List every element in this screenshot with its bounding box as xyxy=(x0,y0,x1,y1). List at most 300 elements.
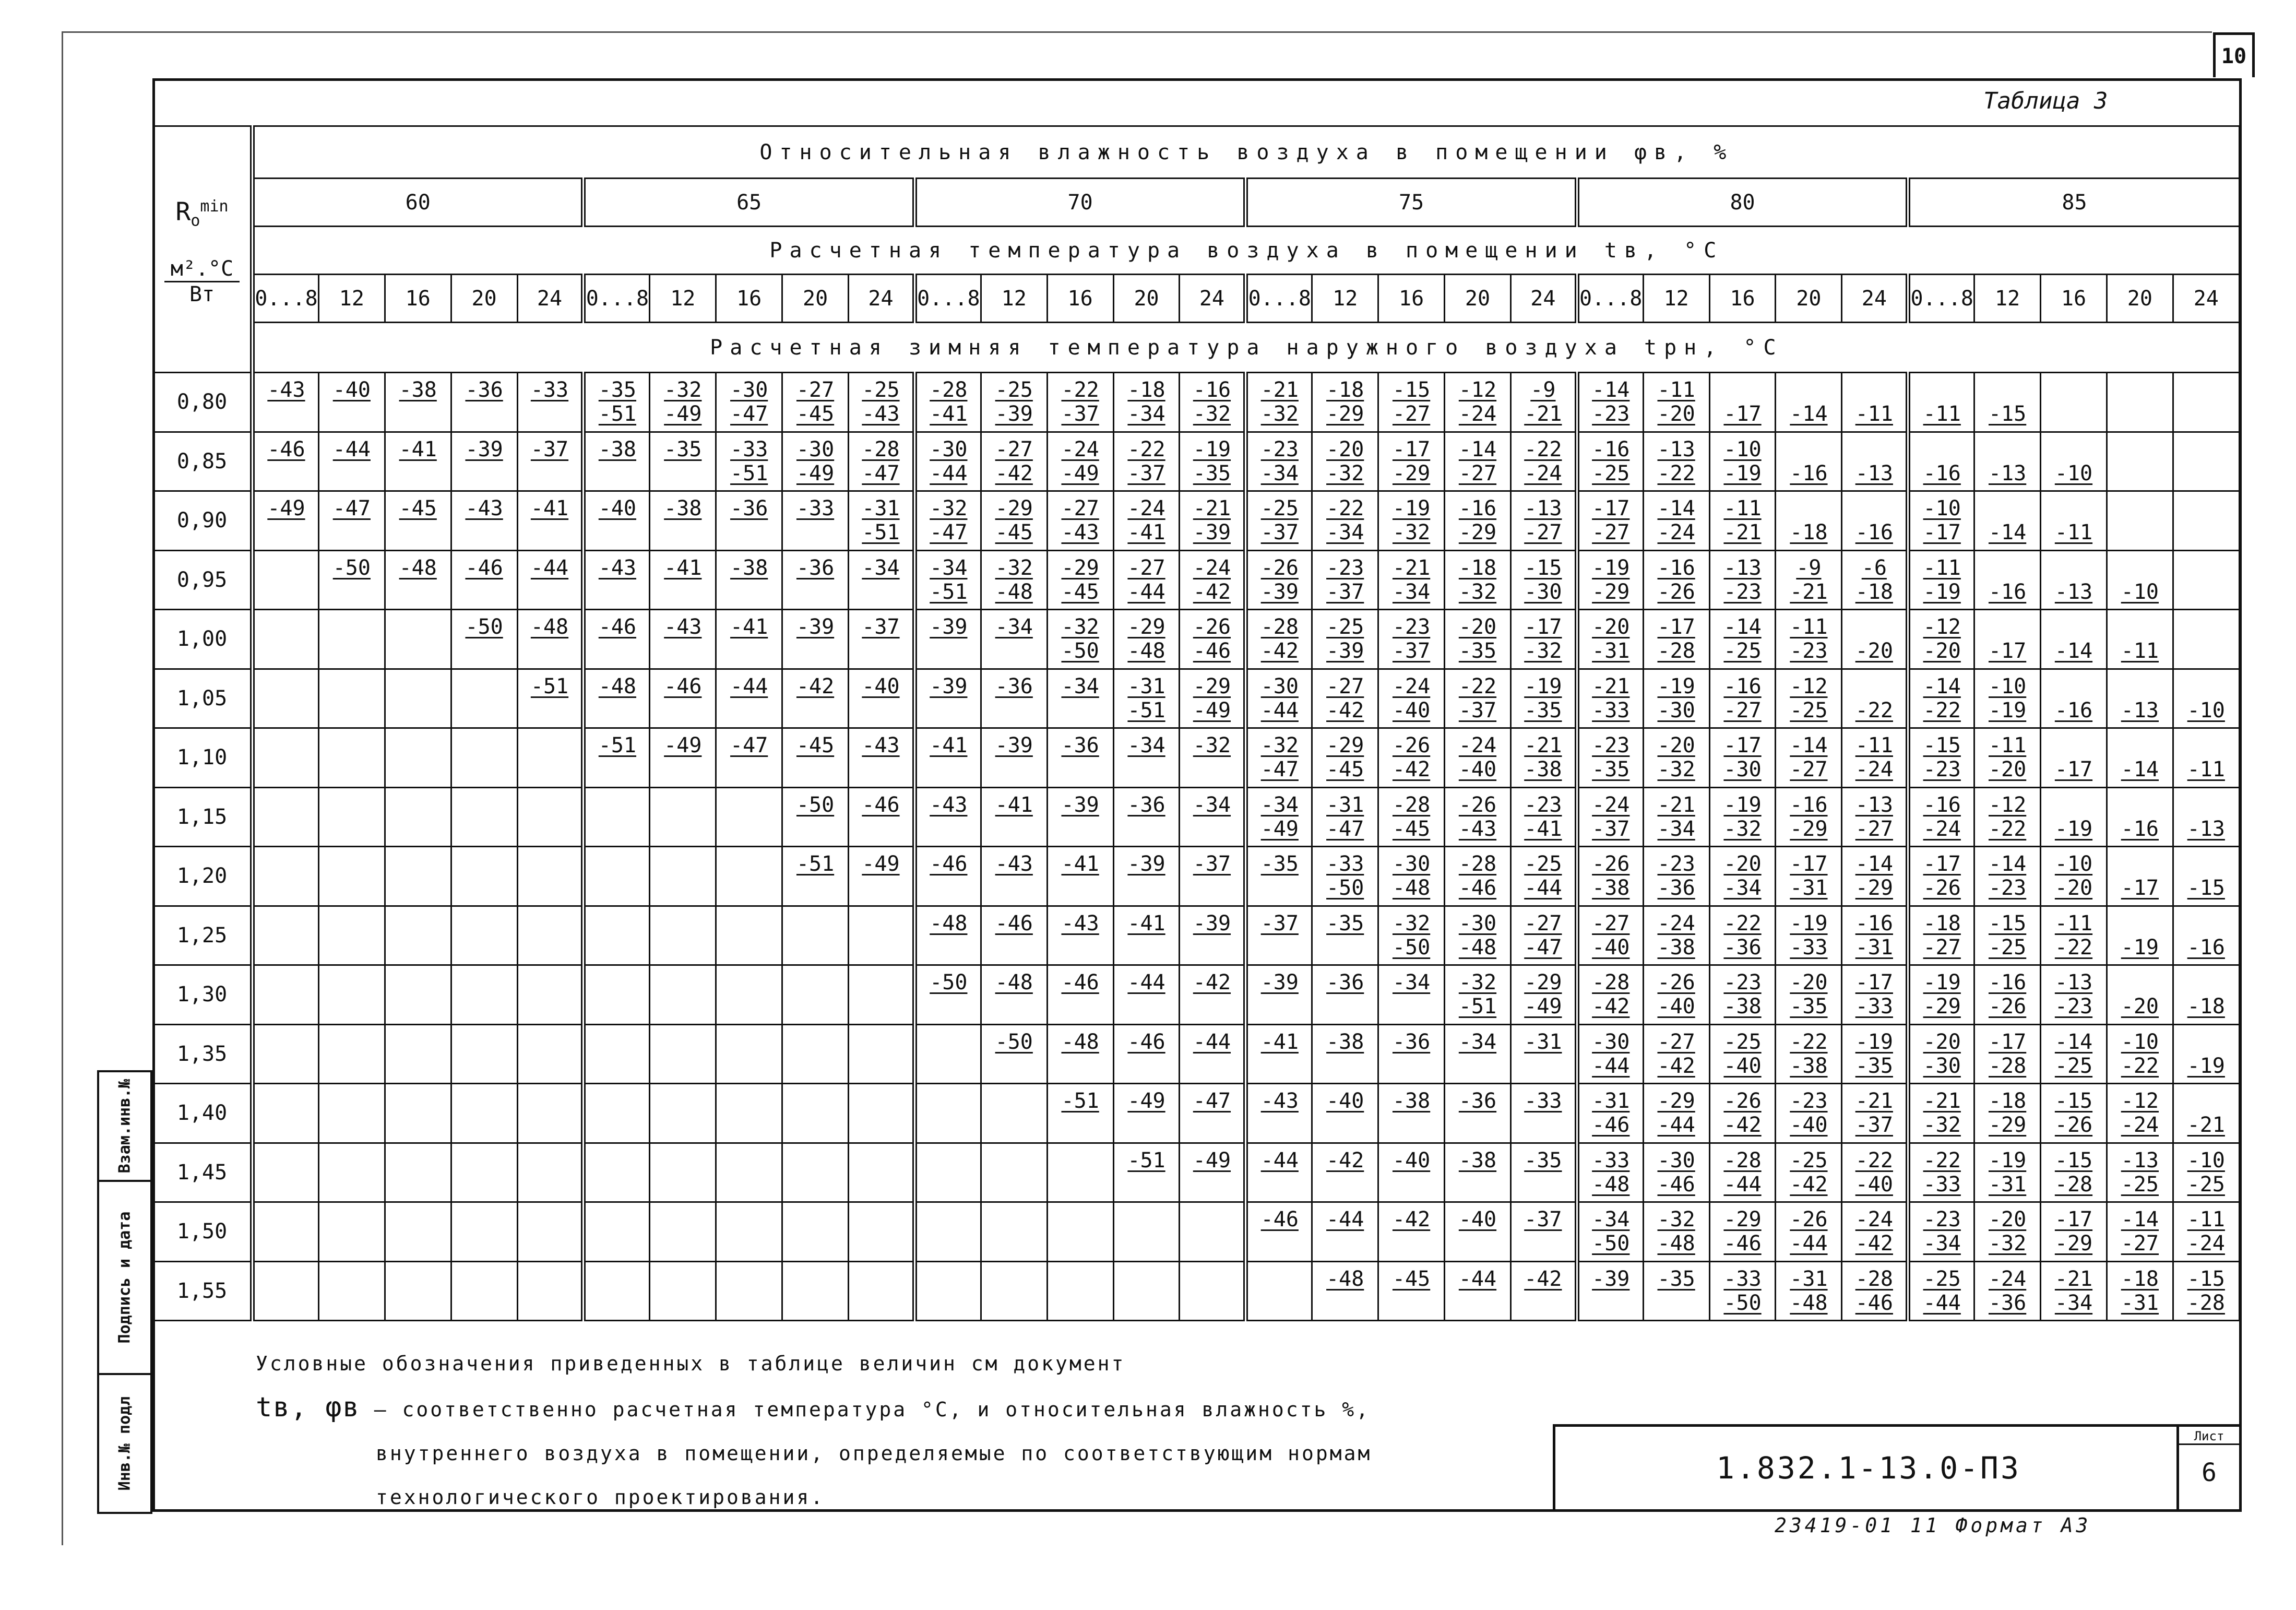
cell-value-lower xyxy=(982,1291,1046,1315)
cell-value-lower: -42 xyxy=(1326,698,1364,723)
notes xyxy=(256,1342,1561,1519)
table-cell xyxy=(782,669,849,728)
cell-value-upper: -46 xyxy=(465,555,503,580)
table-cell xyxy=(1974,1261,2041,1321)
cell-value-lower xyxy=(650,995,715,1019)
table-cell xyxy=(318,610,385,669)
cell-value-lower xyxy=(917,936,980,960)
table-cell xyxy=(2107,728,2173,788)
cell-value-upper: -20 xyxy=(1988,1208,2027,1232)
table-cell xyxy=(1180,1143,1246,1202)
table-cell xyxy=(1577,1202,1643,1262)
cell-value-lower xyxy=(917,876,980,900)
table-cell xyxy=(1577,610,1643,669)
table-cell xyxy=(385,491,451,551)
table-cell xyxy=(1047,373,1113,432)
cell-value-upper: -29 xyxy=(995,496,1033,521)
table-cell xyxy=(981,1202,1047,1262)
cell-value-lower xyxy=(1445,1291,1510,1315)
table-cell xyxy=(1047,1143,1113,1202)
cell-value-lower: -29 xyxy=(1458,520,1497,545)
cell-value-upper: -34 xyxy=(1392,970,1431,995)
indoor-temp-col: 20 xyxy=(1445,275,1511,323)
cell-value-lower: -50 xyxy=(1326,876,1364,901)
cell-value-lower: -44 xyxy=(1127,579,1165,604)
cell-value-upper: -46 xyxy=(267,437,305,461)
table-cell xyxy=(1643,847,1709,906)
cell-value-upper: -18 xyxy=(1988,1089,2027,1114)
table-cell xyxy=(584,728,650,788)
cell-value-lower: -16 xyxy=(1790,461,1828,486)
cell-value-lower: -37 xyxy=(1260,520,1299,545)
table-cell xyxy=(1577,787,1643,847)
table-cell xyxy=(849,847,915,906)
table-row xyxy=(153,491,2240,551)
cell-value-lower xyxy=(518,936,581,960)
cell-value-upper: -48 xyxy=(1061,1029,1099,1054)
cell-value-lower xyxy=(982,757,1046,782)
cell-value-upper: -22 xyxy=(1458,674,1497,699)
cell-value-upper xyxy=(452,733,517,757)
table-cell xyxy=(451,491,517,551)
table-cell xyxy=(782,1143,849,1202)
cell-value-upper xyxy=(982,1149,1046,1173)
resistance-value: 1,00 xyxy=(153,610,253,669)
cell-value-upper: -22 xyxy=(1127,437,1165,461)
cell-value-lower: -11 xyxy=(1923,402,1961,427)
cell-value-upper xyxy=(650,1267,715,1291)
cell-value-upper xyxy=(452,1149,517,1173)
cell-value-upper: -26 xyxy=(1723,1089,1762,1114)
cell-value-lower xyxy=(1048,1054,1113,1078)
cell-value-upper: -36 xyxy=(465,378,503,402)
cell-value-lower: -22 xyxy=(1855,698,1893,723)
table-cell xyxy=(981,1024,1047,1084)
indoor-temp-col: 20 xyxy=(2107,275,2173,323)
table-cell xyxy=(1113,728,1180,788)
table-row xyxy=(153,1143,2240,1202)
table-cell xyxy=(584,491,650,551)
cell-value-upper xyxy=(586,1149,649,1173)
cell-value-lower xyxy=(386,461,450,486)
table-cell xyxy=(1577,669,1643,728)
cell-value-lower xyxy=(1313,1173,1377,1197)
table-cell xyxy=(849,610,915,669)
cell-value-lower: -25 xyxy=(1723,639,1762,664)
table-cell xyxy=(253,1202,319,1262)
cell-value-upper: -28 xyxy=(1723,1148,1762,1173)
resistance-value: 0,85 xyxy=(153,432,253,491)
cell-value-lower xyxy=(1313,936,1377,960)
cell-value-lower: -32 xyxy=(1260,402,1299,427)
cell-value-lower: -32 xyxy=(1524,639,1562,664)
table-cell xyxy=(1113,906,1180,965)
cell-value-upper: -33 xyxy=(1326,852,1364,877)
cell-value-upper xyxy=(1842,496,1906,520)
cell-value-upper: -12 xyxy=(2121,1089,2159,1114)
rcol-unit-bottom: Вт xyxy=(189,282,215,306)
cell-value-upper xyxy=(2174,556,2239,580)
frame-left-line xyxy=(62,31,63,1545)
cell-value-upper: -19 xyxy=(1193,437,1231,461)
cell-value-lower xyxy=(452,699,517,723)
cell-value-lower: -38 xyxy=(1723,995,1762,1019)
table-cell xyxy=(716,847,782,906)
cell-value-upper xyxy=(518,793,581,817)
cell-value-lower xyxy=(586,1232,649,1256)
cell-value-lower: -33 xyxy=(1592,698,1630,723)
cell-value-upper: -30 xyxy=(930,437,968,461)
cell-value-lower: -13 xyxy=(2187,816,2225,841)
cell-value-upper xyxy=(586,1030,649,1054)
cell-value-upper: -14 xyxy=(1923,674,1961,699)
cell-value-upper: -13 xyxy=(2121,1148,2159,1173)
table-cell xyxy=(1776,1261,1842,1321)
cell-value-upper: -22 xyxy=(1923,1148,1961,1173)
cell-value-lower: -40 xyxy=(1657,995,1695,1019)
table-cell xyxy=(1047,669,1113,728)
table-cell xyxy=(914,787,981,847)
table-cell xyxy=(253,1143,319,1202)
table-cell xyxy=(650,610,716,669)
cell-value-lower: -17 xyxy=(1988,639,2027,664)
cell-value-upper: -39 xyxy=(930,674,968,699)
cell-value-lower: -10 xyxy=(2054,461,2093,486)
cell-value-upper: -18 xyxy=(2121,1266,2159,1291)
table-cell xyxy=(584,1143,650,1202)
cell-value-lower xyxy=(1248,876,1311,900)
cell-value-lower xyxy=(783,520,848,544)
table-cell xyxy=(1113,1261,1180,1321)
cell-value-upper: -11 xyxy=(2054,911,2093,936)
cell-value-upper: -19 xyxy=(1592,555,1630,580)
cell-value-lower: -30 xyxy=(1723,757,1762,782)
cell-value-lower xyxy=(319,461,384,486)
indoor-temp-col: 12 xyxy=(1974,275,2041,323)
cell-value-upper xyxy=(319,852,384,876)
cell-value-upper: -20 xyxy=(1790,970,1828,995)
table-cell xyxy=(1445,1143,1511,1202)
table-cell xyxy=(1510,610,1577,669)
cell-value-lower: -27 xyxy=(1723,698,1762,723)
cell-value-upper: -26 xyxy=(1392,733,1431,758)
table-cell xyxy=(1312,1084,1378,1143)
table-cell xyxy=(1047,550,1113,610)
rcol-subscript: о xyxy=(191,211,200,230)
table-cell xyxy=(1510,1143,1577,1202)
table-cell xyxy=(1908,432,1974,491)
cell-value-lower: -23 xyxy=(1723,579,1762,604)
table-cell xyxy=(1113,550,1180,610)
table-cell xyxy=(1577,965,1643,1025)
cell-value-upper: -47 xyxy=(332,496,371,521)
cell-value-upper: -23 xyxy=(1524,792,1562,817)
cell-value-lower xyxy=(518,580,581,604)
cell-value-lower: -29 xyxy=(1855,876,1893,901)
cell-value-upper: -28 xyxy=(1855,1266,1893,1291)
indoor-temp-col: 20 xyxy=(1776,275,1842,323)
cell-value-lower: -44 xyxy=(1260,698,1299,723)
humidity-group-2: 70 xyxy=(914,179,1245,227)
cell-value-upper xyxy=(2041,615,2106,639)
indoor-temp-col: 16 xyxy=(2041,275,2107,323)
table-cell xyxy=(517,669,584,728)
cell-value-lower: -18 xyxy=(1790,520,1828,545)
table-cell xyxy=(981,906,1047,965)
table-cell xyxy=(914,550,981,610)
cell-value-lower: -27 xyxy=(1790,757,1828,782)
table-cell xyxy=(451,432,517,491)
cell-value-lower: -30 xyxy=(1923,1053,1961,1078)
cell-value-lower xyxy=(1114,757,1179,782)
table-cell xyxy=(849,550,915,610)
table-cell xyxy=(517,906,584,965)
cell-value-upper: -49 xyxy=(267,496,305,521)
cell-value-upper: -16 xyxy=(1723,674,1762,699)
table-cell xyxy=(782,491,849,551)
table-cell xyxy=(1577,847,1643,906)
table-cell xyxy=(1510,965,1577,1025)
cell-value-upper: -19 xyxy=(1392,496,1431,521)
cell-value-upper xyxy=(319,733,384,757)
cell-value-upper xyxy=(2174,970,2239,995)
table-cell xyxy=(1643,432,1709,491)
cell-value-upper: -30 xyxy=(1657,1148,1695,1173)
cell-value-upper: -39 xyxy=(1193,911,1231,936)
cell-value-upper: -30 xyxy=(1260,674,1299,699)
cell-value-upper xyxy=(650,1149,715,1173)
table-cell xyxy=(981,965,1047,1025)
cell-value-lower xyxy=(1248,1232,1311,1256)
cell-value-lower: -49 xyxy=(1193,698,1231,723)
table-cell xyxy=(2041,432,2107,491)
cell-value-upper xyxy=(255,556,318,580)
table-cell xyxy=(914,847,981,906)
cell-value-upper: -33 xyxy=(530,378,569,402)
table-cell xyxy=(1709,1261,1776,1321)
table-cell xyxy=(981,491,1047,551)
cell-value-lower: -28 xyxy=(2187,1291,2225,1315)
cell-value-lower xyxy=(319,580,384,604)
cell-value-lower: -35 xyxy=(1592,757,1630,782)
table-row xyxy=(153,728,2240,788)
cell-value-upper xyxy=(386,615,450,639)
cell-value-upper xyxy=(2108,733,2172,757)
table-cell xyxy=(2107,550,2173,610)
table-cell xyxy=(981,373,1047,432)
table-cell xyxy=(1908,965,1974,1025)
table-cell xyxy=(318,373,385,432)
cell-value-lower: -29 xyxy=(2054,1232,2093,1256)
cell-value-upper: -10 xyxy=(2187,1148,2225,1173)
cell-value-upper xyxy=(1975,378,2040,402)
cell-value-upper: -27 xyxy=(1326,674,1364,699)
cell-value-upper: -25 xyxy=(1326,615,1364,640)
frame-top-line xyxy=(62,31,2212,33)
table-cell xyxy=(1312,787,1378,847)
cell-value-upper: -25 xyxy=(1723,1029,1762,1054)
table-cell xyxy=(1047,1024,1113,1084)
cell-value-upper xyxy=(452,674,517,699)
table-cell xyxy=(1047,906,1113,965)
table-cell xyxy=(584,787,650,847)
cell-value-upper: -35 xyxy=(1326,911,1364,936)
cell-value-lower xyxy=(650,876,715,900)
format-footer: 23419-01 11 Формат А3 xyxy=(1775,1514,2091,1537)
table-cell xyxy=(1842,1143,1908,1202)
table-cell xyxy=(1908,728,1974,788)
cell-value-lower: -20 xyxy=(1855,639,1893,664)
cell-value-lower: -48 xyxy=(995,579,1033,604)
table-cell xyxy=(2173,550,2239,610)
table-cell xyxy=(2173,1261,2239,1321)
table-cell xyxy=(1180,847,1246,906)
cell-value-lower xyxy=(783,639,848,663)
humidity-group-5: 85 xyxy=(1908,179,2239,227)
cell-value-upper: -44 xyxy=(730,674,768,699)
cell-value-upper: -25 xyxy=(1524,852,1562,877)
table-cell xyxy=(914,610,981,669)
table-cell xyxy=(1246,669,1312,728)
table-row xyxy=(153,432,2240,491)
cell-value-lower xyxy=(2041,402,2106,426)
cell-value-upper xyxy=(255,793,318,817)
cell-value-lower xyxy=(255,461,318,486)
table-cell xyxy=(1510,1024,1577,1084)
cell-value-upper: -30 xyxy=(796,437,835,461)
table-cell xyxy=(650,1143,716,1202)
cell-value-lower xyxy=(1180,757,1243,782)
table-cell xyxy=(1047,610,1113,669)
cell-value-lower xyxy=(1248,995,1311,1019)
cell-value-lower: -29 xyxy=(1592,579,1630,604)
cell-value-upper: -16 xyxy=(1193,378,1231,402)
cell-value-upper: -32 xyxy=(664,378,702,402)
cell-value-lower xyxy=(1379,1054,1444,1078)
cell-value-upper: -46 xyxy=(1260,1208,1299,1232)
cell-value-lower: -49 xyxy=(1524,995,1562,1019)
cell-value-lower xyxy=(1512,1113,1575,1137)
table-cell xyxy=(1180,1024,1246,1084)
table-cell xyxy=(1113,847,1180,906)
table-cell xyxy=(2041,491,2107,551)
cell-value-lower: -46 xyxy=(1657,1172,1695,1197)
table-cell xyxy=(1908,1024,1974,1084)
cell-value-upper: -32 xyxy=(930,496,968,521)
cell-value-lower: -23 xyxy=(2054,995,2093,1019)
cell-value-lower: -26 xyxy=(1657,579,1695,604)
cell-value-upper: -40 xyxy=(862,674,900,699)
table-cell xyxy=(1047,847,1113,906)
cell-value-lower xyxy=(452,461,517,486)
table-cell xyxy=(1908,1143,1974,1202)
cell-value-lower xyxy=(518,461,581,486)
cell-value-lower xyxy=(586,817,649,841)
cell-value-lower xyxy=(319,402,384,426)
cell-value-upper: -44 xyxy=(1260,1148,1299,1173)
table-cell xyxy=(914,1143,981,1202)
table-cell xyxy=(1445,787,1511,847)
cell-value-upper: -49 xyxy=(1193,1148,1231,1173)
cell-value-upper: -44 xyxy=(1127,970,1165,995)
indoor-temp-col: 0...8 xyxy=(1908,275,1974,323)
cell-value-upper: -17 xyxy=(1855,970,1893,995)
table-cell xyxy=(1246,550,1312,610)
cell-value-upper: -14 xyxy=(1988,852,2027,877)
table-cell xyxy=(1842,491,1908,551)
table-cell xyxy=(385,906,451,965)
cell-value-lower xyxy=(452,936,517,960)
cell-value-lower: -49 xyxy=(1260,816,1299,841)
table-cell xyxy=(1510,787,1577,847)
cell-value-upper xyxy=(255,615,318,639)
table-row xyxy=(153,610,2240,669)
cell-value-lower: -16 xyxy=(2121,816,2159,841)
table-cell xyxy=(1246,1202,1312,1262)
cell-value-upper: -42 xyxy=(1326,1148,1364,1173)
cell-value-lower xyxy=(386,1291,450,1315)
cell-value-lower: -37 xyxy=(1458,698,1497,723)
cell-value-lower xyxy=(717,1232,781,1256)
cell-value-lower xyxy=(518,757,581,782)
cell-value-upper xyxy=(386,1089,450,1113)
cell-value-lower xyxy=(717,580,781,604)
cell-value-lower xyxy=(1512,1054,1575,1078)
table-cell xyxy=(318,491,385,551)
cell-value-lower: -22 xyxy=(1988,816,2027,841)
cell-value-lower xyxy=(1180,1113,1243,1137)
table-cell xyxy=(1510,1084,1577,1143)
cell-value-upper xyxy=(1975,615,2040,639)
table-cell xyxy=(1643,728,1709,788)
cell-value-upper: -38 xyxy=(1326,1029,1364,1054)
cell-value-lower: -32 xyxy=(1723,816,1762,841)
table-cell xyxy=(849,373,915,432)
cell-value-lower: -11 xyxy=(1855,402,1893,427)
cell-value-upper: -26 xyxy=(1790,1208,1828,1232)
table-cell xyxy=(2173,1202,2239,1262)
cell-value-lower xyxy=(650,757,715,782)
cell-value-lower xyxy=(586,1291,649,1315)
table-cell xyxy=(1378,550,1445,610)
table-cell xyxy=(1577,491,1643,551)
table-cell xyxy=(914,432,981,491)
cell-value-upper xyxy=(255,911,318,936)
cell-value-upper: -22 xyxy=(1855,1148,1893,1173)
cell-value-upper xyxy=(2174,496,2239,520)
cell-value-upper: -34 xyxy=(1127,733,1165,758)
cell-value-upper: -17 xyxy=(1988,1029,2027,1054)
cell-value-lower: -47 xyxy=(930,520,968,545)
cell-value-upper: -33 xyxy=(1592,1148,1630,1173)
cell-value-upper: -36 xyxy=(1392,1029,1431,1054)
table-cell xyxy=(782,1024,849,1084)
table-cell xyxy=(849,1143,915,1202)
cell-value-lower xyxy=(319,817,384,841)
cell-value-upper: -36 xyxy=(1061,733,1099,758)
table-cell xyxy=(1378,1202,1445,1262)
table-cell xyxy=(1643,1261,1709,1321)
cell-value-lower: -31 xyxy=(2121,1291,2159,1315)
cell-value-upper xyxy=(783,970,848,995)
cell-value-upper: -41 xyxy=(730,615,768,640)
cell-value-upper: -15 xyxy=(2054,1089,2093,1114)
cell-value-lower: -42 xyxy=(1592,995,1630,1019)
cell-value-lower xyxy=(650,639,715,663)
table-row xyxy=(153,373,2240,432)
cell-value-lower: -13 xyxy=(2054,579,2093,604)
cell-value-upper xyxy=(2174,1089,2239,1113)
